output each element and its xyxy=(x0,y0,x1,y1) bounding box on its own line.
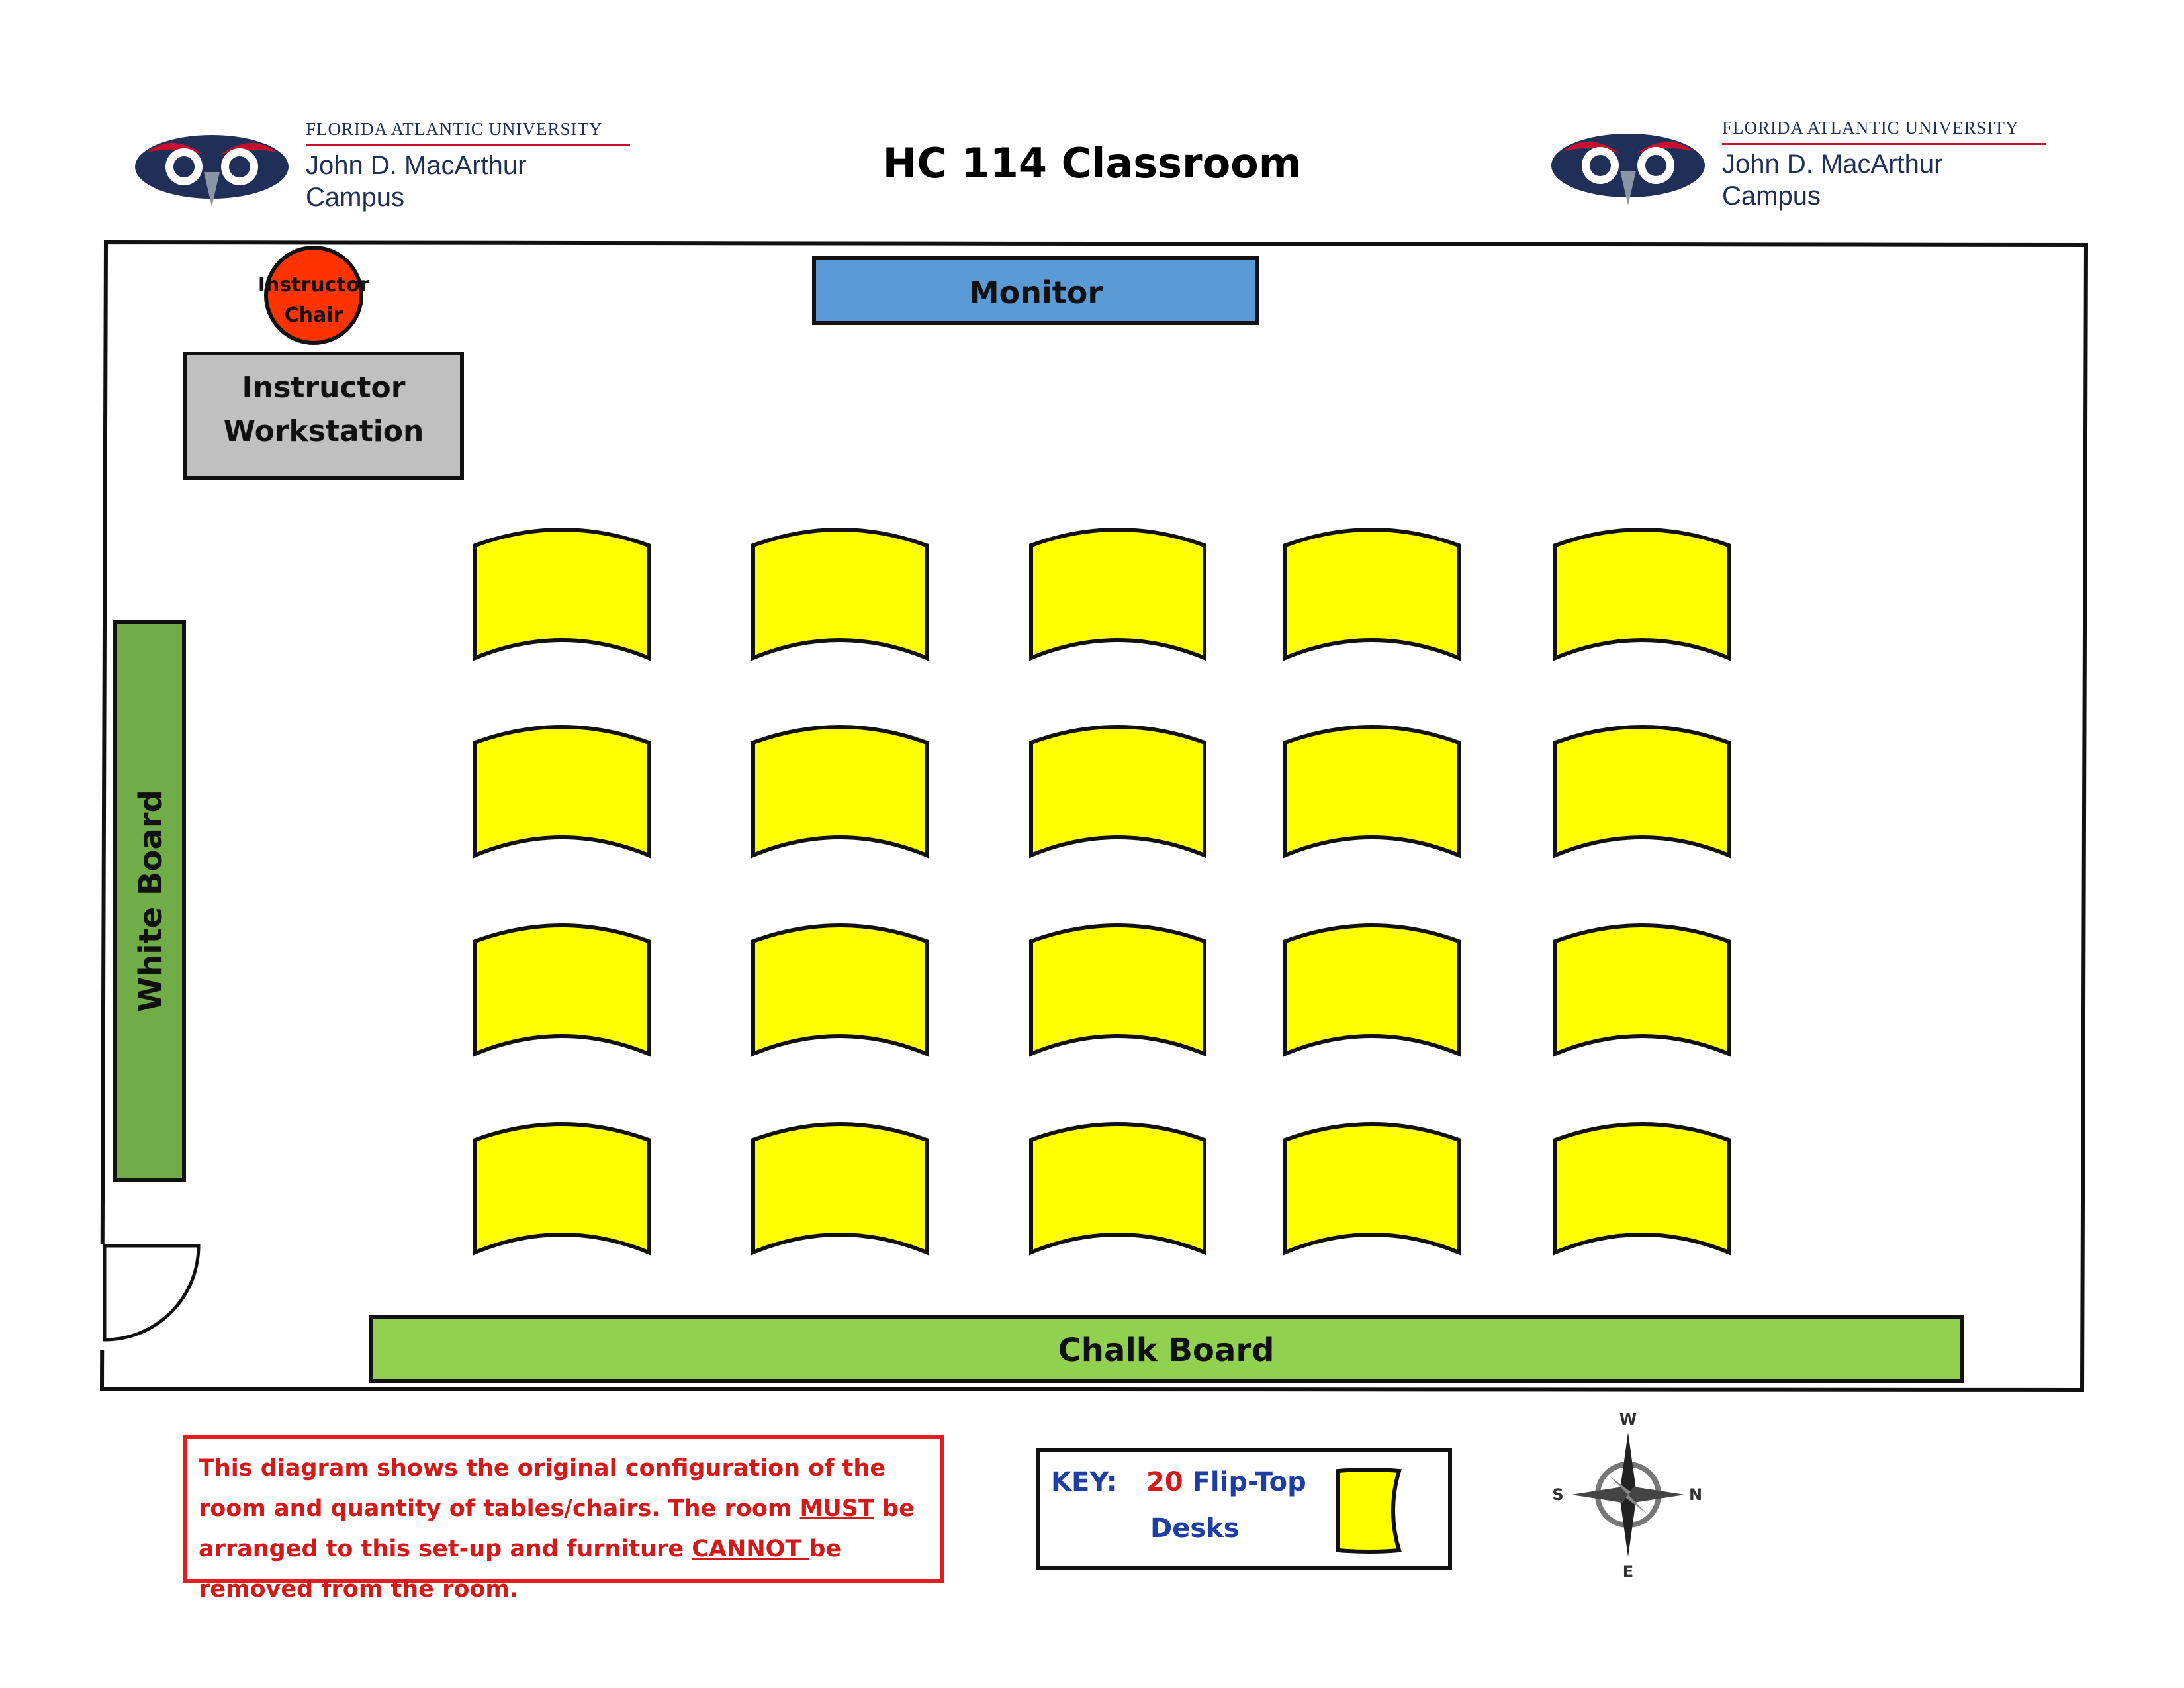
flip-top-desk xyxy=(1031,530,1205,658)
flip-top-desk xyxy=(1285,925,1459,1054)
key-label: KEY: xyxy=(1051,1467,1117,1497)
compass-right: N xyxy=(1688,1485,1703,1504)
notice-text-1: This diagram shows the original configuration of the room and quantity of tables/chairs. The room xyxy=(199,1455,886,1522)
legend-key xyxy=(1036,1448,1452,1570)
compass xyxy=(1549,1409,1707,1581)
flip-top-desk xyxy=(475,1124,649,1252)
flip-top-desk xyxy=(753,727,927,855)
page-title: HC 114 Classroom xyxy=(882,139,1302,187)
flip-top-desk xyxy=(1031,925,1205,1054)
instructor-chair-label-1: Instructor xyxy=(257,273,370,297)
flip-top-desk xyxy=(1031,727,1205,855)
university-name: FLORIDA ATLANTIC UNIVERSITY xyxy=(1722,118,2019,138)
desk-grid xyxy=(475,530,1729,1252)
key-desc-line1: Flip-Top xyxy=(1192,1467,1306,1497)
workstation-label-1: Instructor xyxy=(242,371,406,404)
flip-top-desk xyxy=(1555,1124,1729,1252)
campus-name: John D. MacArthur xyxy=(1722,150,1943,179)
key-description xyxy=(1146,1467,1306,1497)
flip-top-desk xyxy=(1285,1124,1459,1252)
university-name: FLORIDA ATLANTIC UNIVERSITY xyxy=(306,119,603,139)
flip-top-desk xyxy=(1555,727,1729,855)
campus-word: Campus xyxy=(306,183,404,212)
flip-top-desk-icon xyxy=(1330,1467,1410,1554)
key-count: 20 xyxy=(1146,1467,1183,1497)
white-board-label: White Board xyxy=(132,790,169,1012)
notice-text-3: be removed from the room. xyxy=(199,1536,842,1603)
notice-must: MUST xyxy=(799,1495,874,1522)
compass-left: S xyxy=(1552,1485,1564,1504)
flip-top-desk xyxy=(1555,530,1729,658)
flip-top-desk xyxy=(1031,1124,1205,1252)
flip-top-desk xyxy=(1285,530,1459,658)
campus-word: Campus xyxy=(1722,181,1821,211)
flip-top-desk xyxy=(475,727,649,855)
flip-top-desk xyxy=(475,925,649,1054)
flip-top-desk xyxy=(1555,925,1729,1054)
compass-bottom: E xyxy=(1622,1562,1634,1581)
compass-rose-icon xyxy=(1549,1409,1707,1581)
notice-cannot: CANNOT xyxy=(692,1536,809,1562)
chalk-board-label: Chalk Board xyxy=(1058,1332,1275,1369)
key-desc-line2: Desks xyxy=(1150,1513,1240,1544)
workstation-label-2: Workstation xyxy=(223,414,424,448)
flip-top-desk xyxy=(753,925,927,1054)
instructor-chair-label-2: Chair xyxy=(284,304,343,327)
compass-top: W xyxy=(1619,1410,1637,1429)
flip-top-desk xyxy=(1285,727,1459,855)
monitor-label: Monitor xyxy=(968,275,1103,310)
notice-text-2: be arranged to this set-up and furniture xyxy=(199,1495,915,1562)
flip-top-desk xyxy=(475,530,649,658)
flip-top-desk xyxy=(753,530,927,658)
campus-name: John D. MacArthur xyxy=(306,151,527,180)
flip-top-desk xyxy=(753,1124,927,1252)
configuration-notice xyxy=(183,1435,944,1603)
